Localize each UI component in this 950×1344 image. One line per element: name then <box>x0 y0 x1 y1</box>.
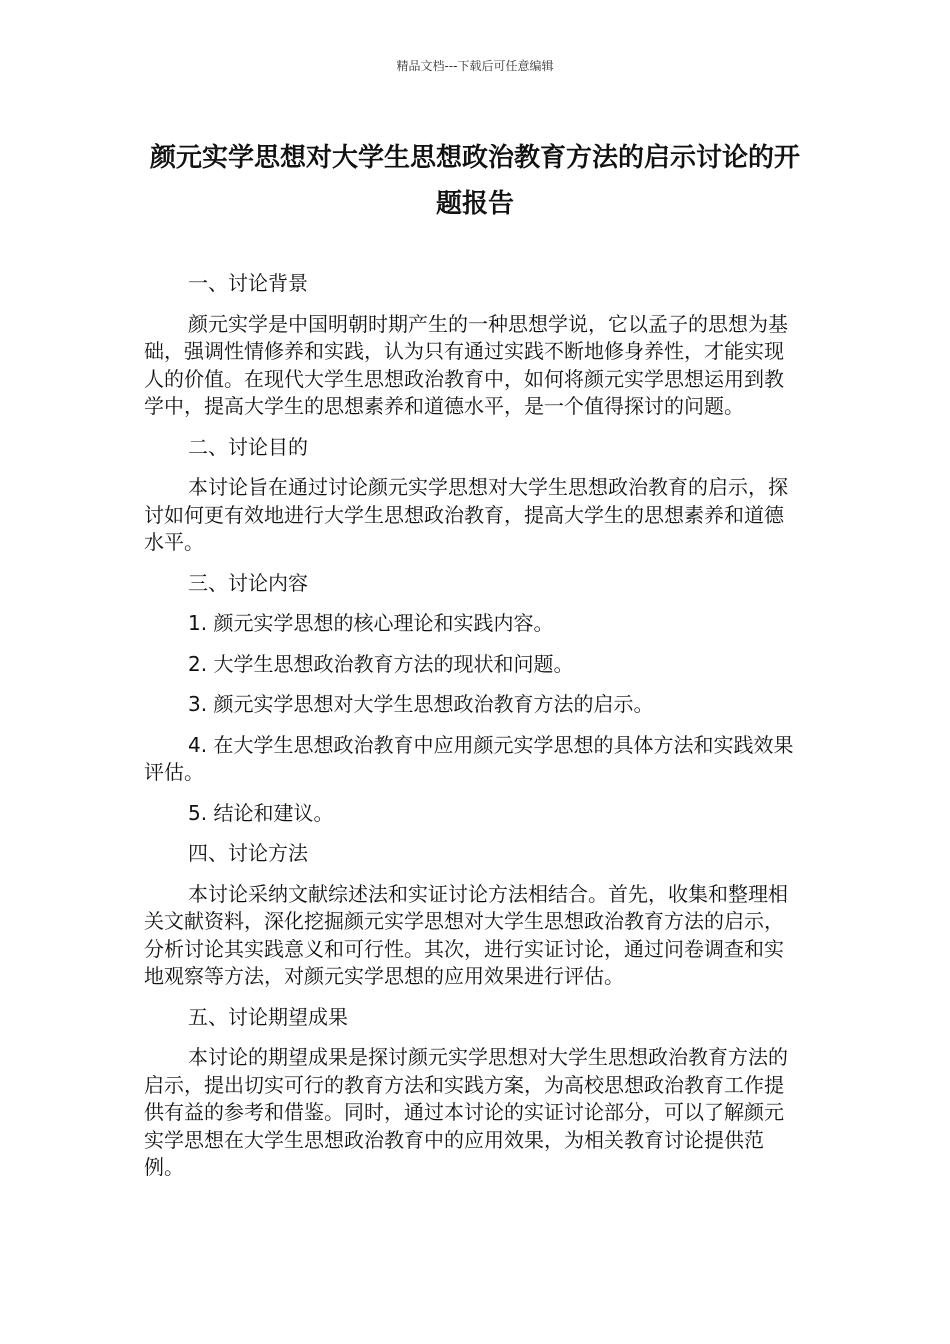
paragraph-background: 颜元实学是中国明朝时期产生的一种思想学说，它以孟子的思想为基础，强调性情修养和实践，认为只有通过实践不断地修身养性，才能实现人的价值。在现代大学生思想政治教育中，如何将颜元实学思想运用到教学中，提高大学生的思想素养和道德水平，是一个值得探讨的问题。 <box>144 311 788 418</box>
content-item-5: 5. 结论和建议。 <box>188 800 334 825</box>
section-heading-purpose: 二、讨论目的 <box>188 434 308 459</box>
content-item-3: 3. 颜元实学思想对大学生思想政治教育方法的启示。 <box>188 692 654 716</box>
content-item-2: 2. 大学生思想政治教育方法的现状和问题。 <box>188 651 574 676</box>
content-item-4: 4. 在大学生思想政治教育中应用颜元实学思想的具体方法和实践效果评估。 <box>144 732 794 784</box>
paragraph-outcomes: 本讨论的期望成果是探讨颜元实学思想对大学生思想政治教育方法的启示，提出切实可行的教育方法和实践方案，为高校思想政治教育工作提供有益的参考和借鉴。同时，通过本讨论的实证讨论部分，可以了解颜元实学思想在大学生思想政治教育中的应用效果，为相关教育讨论提供范例。 <box>144 1045 788 1179</box>
section-heading-method: 四、讨论方法 <box>188 841 308 865</box>
section-heading-content: 三、讨论内容 <box>188 570 308 595</box>
document-body <box>144 270 800 1195</box>
page-header-note: 精品文档---下载后可任意编辑 <box>396 59 554 73</box>
content-item-1: 1. 颜元实学思想的核心理论和实践内容。 <box>188 611 554 635</box>
section-heading-background: 一、讨论背景 <box>188 271 308 295</box>
paragraph-purpose: 本讨论旨在通过讨论颜元实学思想对大学生思想政治教育的启示，探讨如何更有效地进行大学生思想政治教育，提高大学生的思想素养和道德水平。 <box>144 475 788 554</box>
document-title: 颜元实学思想对大学生思想政治教育方法的启示讨论的开题报告 <box>149 143 800 219</box>
paragraph-method: 本讨论采纳文献综述法和实证讨论方法相结合。首先，收集和整理相关文献资料，深化挖掘颜元实学思想对大学生思想政治教育方法的启示，分析讨论其实践意义和可行性。其次，进行实证讨论，通过问卷调查和实地观察等方法，对颜元实学思想的应用效果进行评估。 <box>144 881 788 988</box>
section-heading-outcomes: 五、讨论期望成果 <box>188 1004 348 1029</box>
